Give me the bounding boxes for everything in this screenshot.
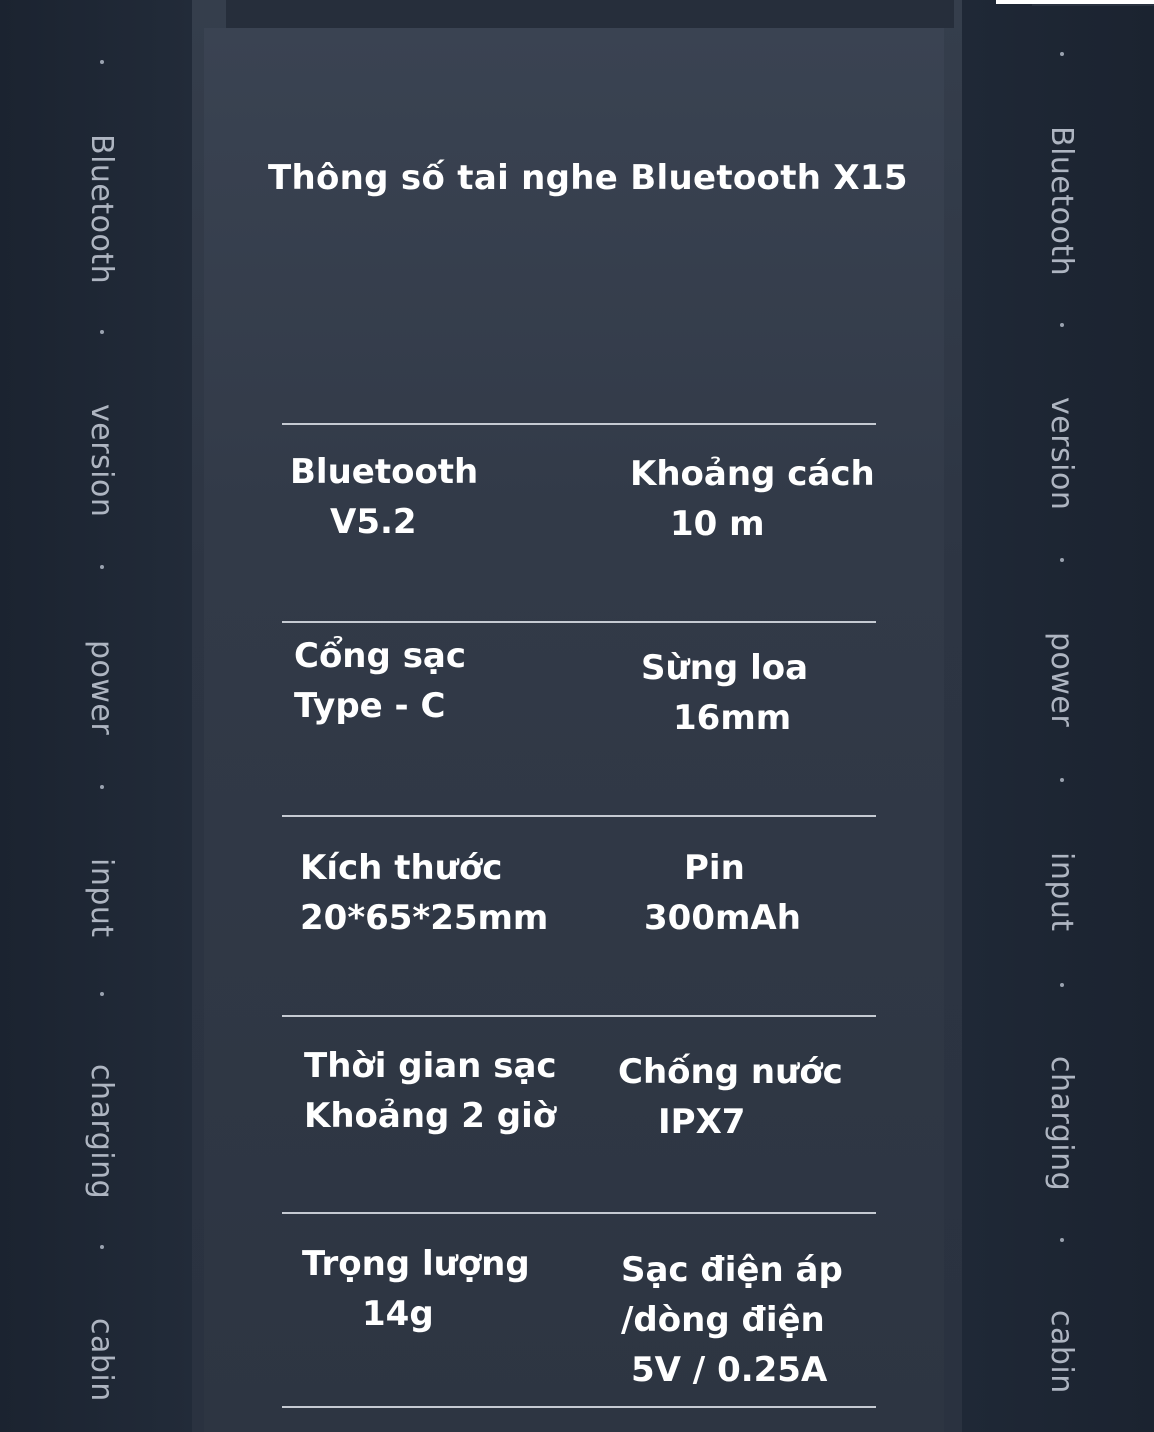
corner-mark-inner xyxy=(1032,4,1154,6)
side-label-input: input xyxy=(84,858,119,938)
separator-dot xyxy=(100,1245,104,1249)
spec-label: Pin xyxy=(684,848,745,888)
separator-dot xyxy=(100,60,104,64)
side-label-bluetooth: Bluetooth xyxy=(1044,126,1079,277)
spec-label: Bluetooth xyxy=(290,452,479,492)
spec-label: Sừng loa xyxy=(641,648,809,688)
spec-value: Type - C xyxy=(294,686,446,726)
side-label-power: power xyxy=(1044,632,1079,728)
spec-label: Kích thước xyxy=(300,848,503,888)
top-bar xyxy=(226,0,954,28)
separator-dot xyxy=(100,565,104,569)
spec-value: 10 m xyxy=(670,504,765,544)
separator-dot xyxy=(1060,558,1064,562)
spec-value: 20*65*25mm xyxy=(300,898,549,938)
separator-dot xyxy=(1060,983,1064,987)
divider xyxy=(282,423,876,425)
separator-dot xyxy=(1060,1238,1064,1242)
side-label-version: version xyxy=(1044,397,1079,511)
separator-dot xyxy=(1060,52,1064,56)
divider xyxy=(282,621,876,623)
spec-weight xyxy=(302,1239,530,1339)
spec-label: Cổng sạc xyxy=(294,636,467,676)
divider xyxy=(282,815,876,817)
spec-dimensions xyxy=(300,843,548,943)
page-title: Thông số tai nghe Bluetooth X15 xyxy=(268,158,908,198)
spec-value: Khoảng 2 giờ xyxy=(304,1096,557,1136)
separator-dot xyxy=(100,992,104,996)
spec-value: V5.2 xyxy=(330,502,417,542)
spec-value: 5V / 0.25A xyxy=(631,1350,828,1390)
spec-label: Trọng lượng xyxy=(302,1244,530,1284)
separator-dot xyxy=(1060,778,1064,782)
divider xyxy=(282,1212,876,1214)
side-label-input: input xyxy=(1044,852,1079,932)
spec-label: Khoảng cách xyxy=(630,454,875,494)
spec-label: Chống nước xyxy=(618,1052,843,1092)
spec-battery xyxy=(644,843,801,943)
spec-charging-voltage xyxy=(621,1245,843,1395)
side-label-charging: charging xyxy=(1044,1056,1079,1192)
spec-value: IPX7 xyxy=(658,1102,746,1142)
spec-label: Sạc điện áp xyxy=(621,1250,843,1290)
side-label-charging: charging xyxy=(84,1064,119,1200)
spec-waterproof xyxy=(618,1047,843,1147)
spec-driver xyxy=(641,643,808,743)
divider xyxy=(282,1015,876,1017)
spec-label: /dòng điện xyxy=(621,1300,825,1340)
separator-dot xyxy=(100,785,104,789)
side-label-power: power xyxy=(84,640,119,736)
side-label-cabin: cabin xyxy=(84,1318,119,1402)
separator-dot xyxy=(1060,323,1064,327)
side-label-bluetooth: Bluetooth xyxy=(84,134,119,285)
spec-charging-port xyxy=(294,631,466,731)
spec-value: 300mAh xyxy=(644,898,801,938)
right-side-strip xyxy=(962,0,1154,1432)
spec-value: 14g xyxy=(362,1294,434,1334)
spec-label: Thời gian sạc xyxy=(304,1046,557,1086)
side-label-cabin: cabin xyxy=(1044,1310,1079,1394)
left-side-strip xyxy=(0,0,192,1432)
spec-charge-time xyxy=(304,1041,557,1141)
spec-bluetooth xyxy=(290,447,478,547)
side-label-version: version xyxy=(84,404,119,518)
spec-value: 16mm xyxy=(673,698,792,738)
divider xyxy=(282,1406,876,1408)
separator-dot xyxy=(100,330,104,334)
spec-distance xyxy=(630,449,875,549)
